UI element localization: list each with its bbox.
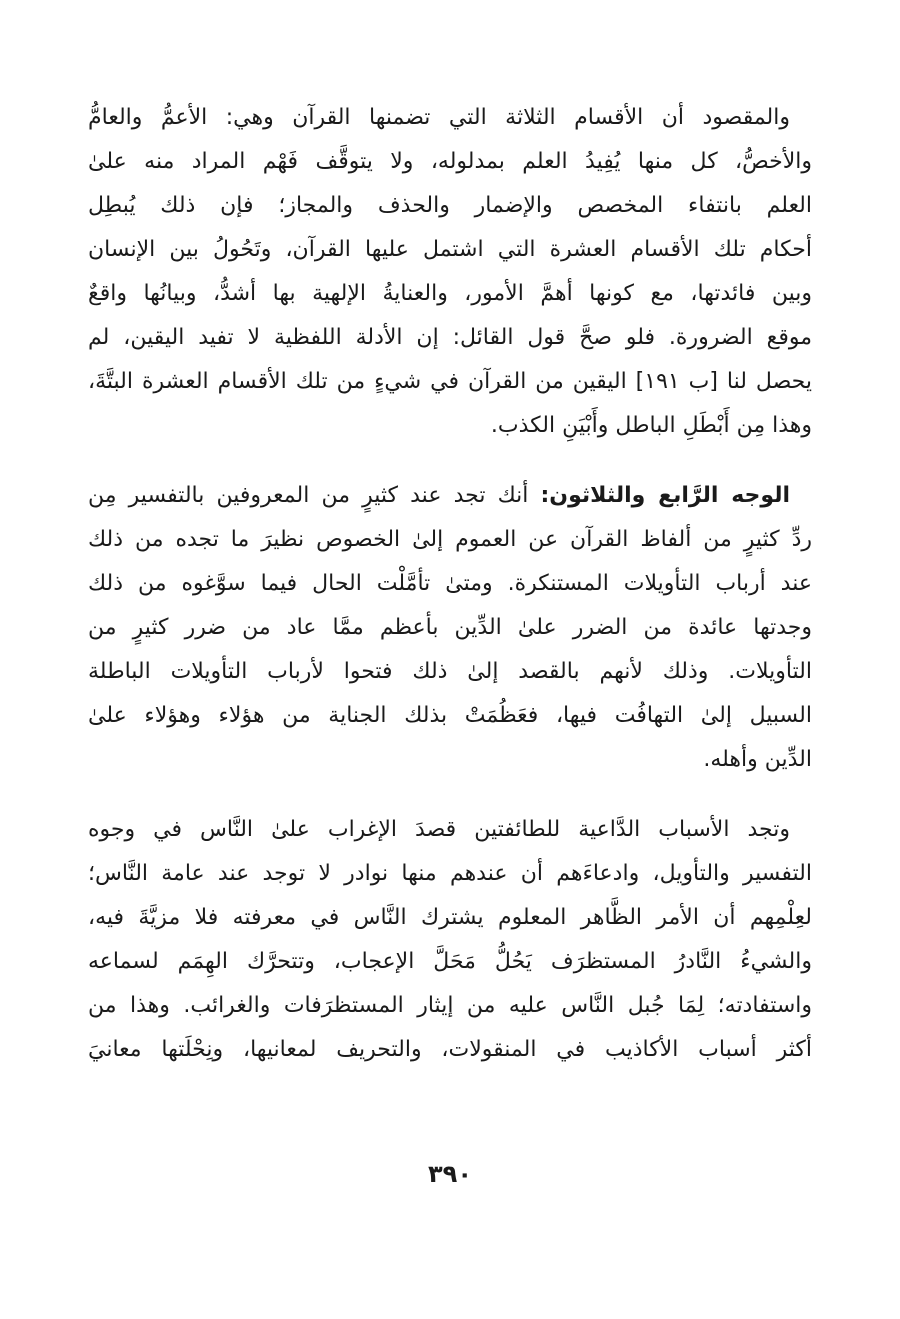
page-number: ٣٩٠ bbox=[428, 1160, 472, 1188]
paragraph-3 bbox=[88, 808, 812, 1072]
paragraph-1 bbox=[88, 96, 812, 448]
paragraph-gap bbox=[88, 448, 812, 474]
text-line: التفسير والتأويل، وادعاءَهم أن عندهم منها نوادر لا توجد عند عامة النَّاس؛ bbox=[88, 861, 812, 886]
text-line: لعِلْمِهم أن الأمر الظَّاهر المعلوم يشترك النَّاس في معرفته فلا مزيَّةَ فيه، bbox=[88, 905, 812, 930]
page-body bbox=[88, 96, 812, 1072]
text-line: عند أرباب التأويلات المستنكرة. ومتىٰ تأمَّلْت الحال فيما سوَّغوه من ذلك bbox=[88, 571, 812, 596]
text-line: والشيءُ النَّادرُ المستظرَف يَحُلُّ مَحَلَّ الإعجاب، وتتحرَّك الهِمَم لسماعه bbox=[88, 949, 812, 974]
text-line: وتجد الأسباب الدَّاعية للطائفتين قصدَ الإغراب علىٰ النَّاس في وجوه bbox=[88, 817, 790, 842]
text-line: يحصل لنا [ب ١٩١] اليقين من القرآن في شيءٍ من تلك الأقسام العشرة البتَّةَ، bbox=[88, 369, 812, 394]
text-run: أنك تجد عند كثيرٍ من المعروفين بالتفسير مِن bbox=[88, 483, 541, 508]
section-heading: الوجه الرَّابع والثلاثون: bbox=[540, 483, 790, 508]
text-line: العلم بانتفاء المخصص والإضمار والحذف والمجاز؛ فإن ذلك يُبطِل bbox=[88, 193, 812, 218]
text-line: والأخصُّ، كل منها يُفِيدُ العلم بمدلوله، ولا يتوقَّف فَهْم المراد منه علىٰ bbox=[88, 149, 812, 174]
text-line bbox=[88, 474, 812, 518]
text-line: واستفادته؛ لِمَا جُبل النَّاس عليه من إيثار المستظرَفات والغرائب. وهذا من bbox=[88, 993, 812, 1018]
text-line: وهذا مِن أَبْطَلِ الباطل وأَبْيَنِ الكذب. bbox=[490, 413, 812, 438]
text-line: موقع الضرورة. فلو صحَّ قول القائل: إن الأدلة اللفظية لا تفيد اليقين، لم bbox=[88, 325, 812, 350]
text-line: ردِّ كثيرٍ من ألفاظ القرآن عن العموم إلىٰ الخصوص نظيرَ ما تجده من ذلك bbox=[88, 527, 812, 552]
text-line: أكثر أسباب الأكاذيب في المنقولات، والتحريف لمعانيها، ونِحْلَتها معانيَ bbox=[88, 1037, 812, 1062]
paragraph-2 bbox=[88, 474, 812, 782]
text-line: وجدتها عائدة من الضرر علىٰ الدِّين بأعظم ممَّا عاد من ضرر كثيرٍ من bbox=[88, 615, 812, 640]
text-line: وبين فائدتها، مع كونها أهمَّ الأمور، والعنايةُ الإلهية بها أشدُّ، وبيانُها واقعٌ bbox=[88, 281, 812, 306]
text-line: التأويلات. وذلك لأنهم بالقصد إلىٰ ذلك فتحوا لأرباب التأويلات الباطلة bbox=[88, 659, 812, 684]
text-line: الدِّين وأهله. bbox=[703, 747, 812, 772]
text-line: السبيل إلىٰ التهافُت فيها، فعَظُمَتْ بذلك الجناية من هؤلاء وهؤلاء علىٰ bbox=[88, 703, 812, 728]
paragraph-gap bbox=[88, 782, 812, 808]
text-line: والمقصود أن الأقسام الثلاثة التي تضمنها القرآن وهي: الأعمُّ والعامُّ bbox=[88, 105, 790, 130]
text-line: أحكام تلك الأقسام العشرة التي اشتمل عليها القرآن، وتَحُولُ بين الإنسان bbox=[88, 237, 812, 262]
